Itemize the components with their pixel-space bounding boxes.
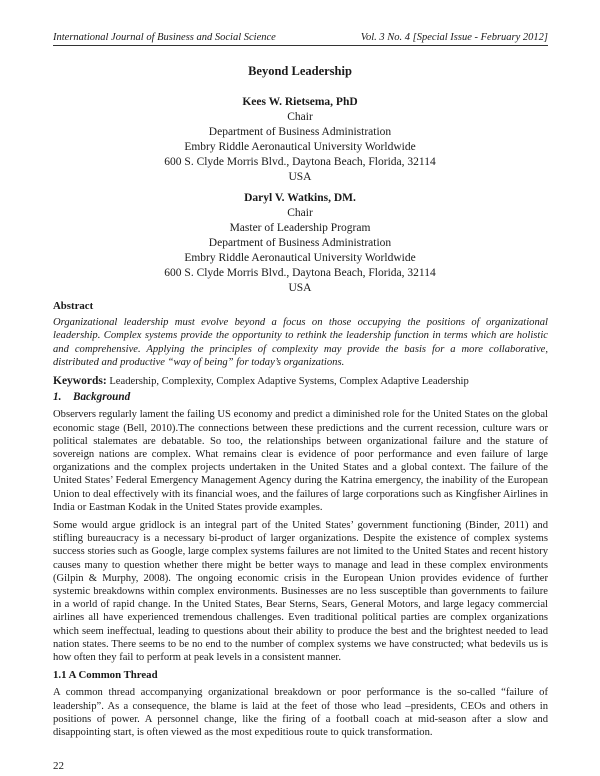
author-affiliation-line: 600 S. Clyde Morris Blvd., Daytona Beach, Florida, 32114 [164,156,436,168]
paper-body [53,300,548,744]
running-header [53,32,548,46]
keywords-label: Keywords: [53,375,107,388]
journal-name: International Journal of Business and Social Science [53,32,276,43]
body-paragraph: A common thread accompanying organizational breakdown or poor performance is the so-called “failure of leadership”. As a consequence, the blame is laid at the feet of those who lead –presidents, CEOs and others in positions of power. A personnel change, like the firing of a football coach at mid-season after a slow and disappointing start, is often viewed as the most expeditious route to quick transformation. [53,687,548,739]
author-affiliation-line: Department of Business Administration [208,126,392,138]
author-name: Daryl V. Watkins, DM. [244,192,356,204]
author-affiliation-line: Embry Riddle Aeronautical University Worldwide [184,252,416,264]
page-number: 22 [53,760,64,772]
author-name: Kees W. Rietsema, PhD [242,96,358,108]
body-paragraph: Observers regularly lament the failing US economy and predict a diminished role for the United States on the global economic stage (Bell, 2010).The connections between these predictions and the current recession, culture wars or political stalemates are debatable. So too, the relationships between organizational failure and the stature of sovereign nations are complex. What remains clear is evidence of poor performance and even failure of large organizations and the complex projects undertaken in the United States and a global context. The failure of the United States’ Federal Emergency Management Agency during the Katrina emergency, the inability of the European Union to deal effectively with its financial woes, and the failures of large corporations such as Kingfisher Airlines in India or Eastman Kodak in the United States provide examples. [53,409,548,513]
paper-title: Beyond Leadership [248,64,352,78]
keywords-text: Leadership, Complexity, Complex Adaptive Systems, Complex Adaptive Leadership [106,376,469,388]
author-affiliation-line: USA [288,282,312,294]
author-affiliation-line: Chair [287,111,313,123]
author-affiliation-line: 600 S. Clyde Morris Blvd., Daytona Beach, Florida, 32114 [164,267,436,279]
section-number: 1. [53,391,62,404]
keywords [53,375,548,388]
body-paragraph: Some would argue gridlock is an integral part of the United States’ government functioning (Binder, 2011) and stifling bureaucracy is a necessary bi-product of larger organizations. Despite the existence of complex systems success stories such as Google, large complex systems failures are not limited to the United States and recent history causes many to question whether there might be better ways to manage and lead in these complex environments (Gilpin & Murphy, 2008). The ongoing economic crisis in the European Union provides evidence of further systemic breakdowns within complex environments. Businesses are no less susceptible than governments to failure in a world of rapid change. In the United States, Bear Sterns, Sears, General Motors, and large legacy commercial airlines all have experienced tremendous challenges. Even traditional political parties are complex organizations which seem ineffectual, leading to questions about their ability to produce the best and the brightest needed to lead nation states. There seems to be no end to the number of complex systems we have constructed; what bedevils us is how often they fail to perform at peak levels in a consistent manner. [53,520,548,664]
section-title: Background [73,391,131,404]
abstract-heading: Abstract [53,300,94,312]
author-block [0,95,600,185]
issue-info: Vol. 3 No. 4 [Special Issue - February 2012] [360,32,548,43]
author-list [0,95,600,296]
subsection-heading: 1.1 A Common Thread [53,669,158,682]
author-affiliation-line: USA [288,171,312,183]
section-heading [53,391,548,404]
author-affiliation-line: Chair [287,207,313,219]
author-block [0,191,600,296]
author-affiliation-line: Department of Business Administration [208,237,392,249]
author-affiliation-line: Master of Leadership Program [229,222,371,234]
author-affiliation-line: Embry Riddle Aeronautical University Worldwide [184,141,416,153]
abstract-text: Organizational leadership must evolve beyond a focus on those occupying the positions of organizational leadership. Complex systems provide the opportunity to rethink the leadership function in terms which are holistic and comprehensive. Applying the principles of complexity may provide the basis for a more collaborative, distributed and productive “way of being” for today’s organizations. [53,317,548,368]
